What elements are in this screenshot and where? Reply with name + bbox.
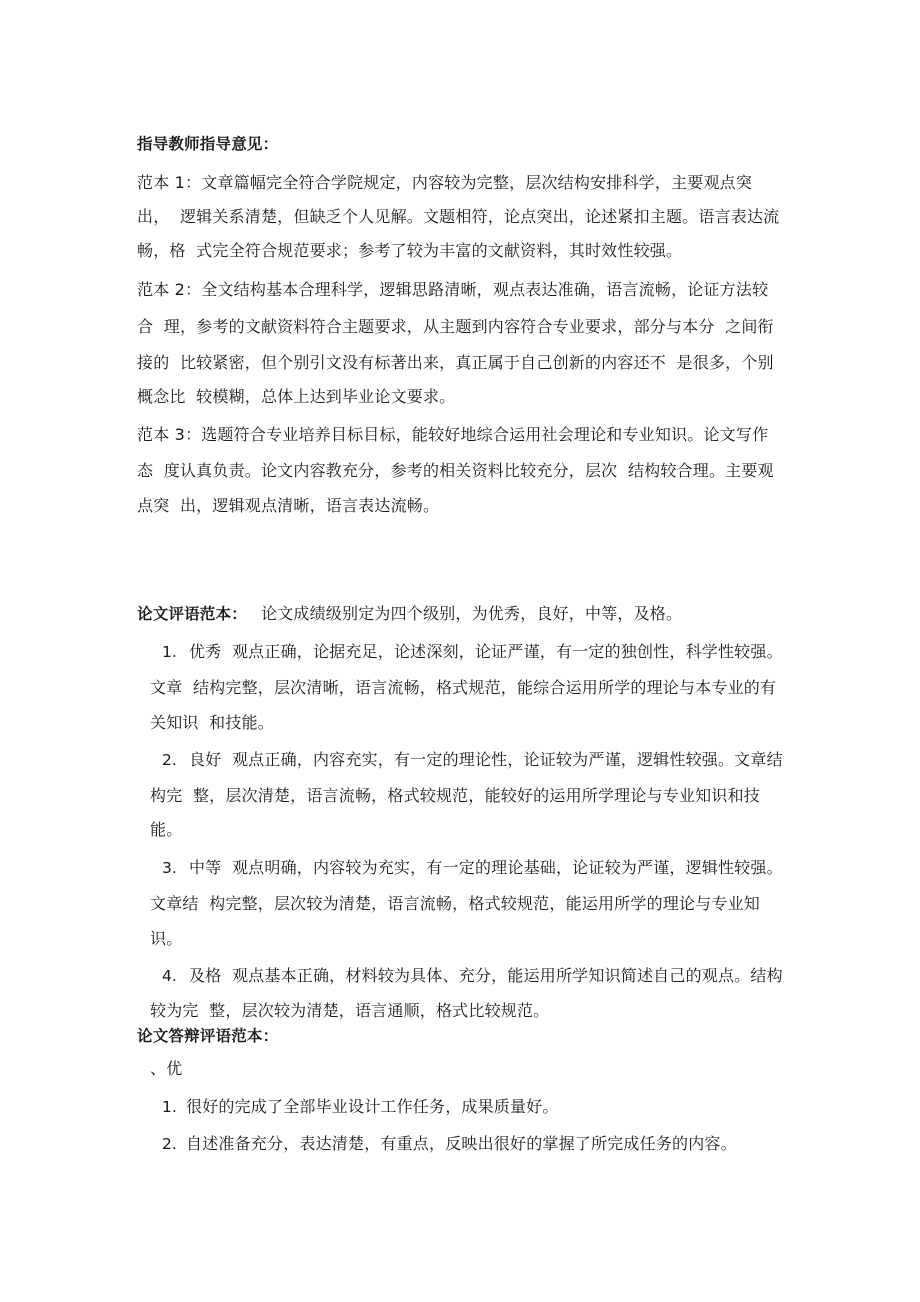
grading-heading: 论文评语范本： (137, 605, 247, 623)
sample1-line: 出， 逻辑关系清楚，但缺乏个人见解。文题相符，论点突出，论述紧扣主题。语言表达流 (137, 207, 780, 226)
sample2-line: 概念比 较模糊，总体上达到毕业论文要求。 (137, 387, 456, 406)
sample2-line: 合 理，参考的文献资料符合主题要求，从主题到内容符合专业要求，部分与本分 之间衔 (137, 317, 774, 336)
defense-subheading: 、优 (150, 1059, 183, 1078)
sample2-line: 范本 2：全文结构基本合理科学，逻辑思路清晰，观点表达准确，语言流畅，论证方法较 (137, 280, 769, 299)
list-number: 4. (162, 967, 177, 985)
list-number: 2. (162, 751, 177, 769)
list-number: 3. (162, 859, 177, 877)
grading-item-line: 能。 (150, 820, 183, 839)
grading-item-line: 文章结 构完整，层次较为清楚，语言流畅，格式较规范，能运用所学的理论与专业知 (150, 894, 760, 913)
sample3-line: 态 度认真负责。论文内容教充分，参考的相关资料比较充分，层次 结构较合理。主要观 (137, 461, 774, 480)
grading-item-line: 构完 整，层次清楚，语言流畅，格式较规范，能较好的运用所学理论与专业知识和技 (150, 786, 760, 805)
grading-item-line: 优秀 观点正确，论据充足，论述深刻，论证严谨，有一定的独创性，科学性较强。 (189, 642, 783, 661)
grading-intro: 论文成绩级别定为四个级别，为优秀，良好，中等，及格。 (261, 604, 683, 623)
list-number: 1. (162, 1098, 177, 1116)
sample3-line: 范本 3：选题符合专业培养目标目标，能较好地综合运用社会理论和专业知识。论文写作 (137, 425, 769, 444)
grading-item-line: 较为完 整，层次较为清楚，语言通顺，格式比较规范。 (150, 1001, 550, 1020)
sample2-line: 接的 比较紧密，但个别引文没有标著出来，真正属于自己创新的内容还不 是很多，个别 (137, 353, 774, 372)
grading-item-line: 良好 观点正确，内容充实，有一定的理论性，论证较为严谨，逻辑性较强。文章结 (189, 750, 783, 769)
grading-item-line: 识。 (150, 929, 183, 948)
advisor-heading: 指导教师指导意见： (137, 135, 279, 153)
sample1-line: 畅，格 式完全符合规范要求；参考了较为丰富的文献资料，其时效性较强。 (137, 241, 683, 260)
grading-item-line: 关知识 和技能。 (150, 713, 274, 732)
defense-item: 自述准备充分，表达清楚，有重点，反映出很好的掌握了所完成任务的内容。 (186, 1134, 737, 1153)
list-number: 1. (162, 643, 177, 661)
defense-item: 很好的完成了全部毕业设计工作任务，成果质量好。 (186, 1097, 559, 1116)
grading-item-line: 中等 观点明确，内容较为充实，有一定的理论基础，论证较为严谨，逻辑性较强。 (189, 858, 783, 877)
grading-item-line: 文章 结构完整，层次清晰，语言流畅，格式规范，能综合运用所学的理论与本专业的有 (150, 678, 777, 697)
grading-item-line: 及格 观点基本正确，材料较为具体、充分，能运用所学知识简述自己的观点。结构 (189, 966, 783, 985)
sample3-line: 点突 出，逻辑观点清晰，语言表达流畅。 (137, 496, 440, 515)
sample1-line: 范本 1：文章篇幅完全符合学院规定，内容较为完整，层次结构安排科学，主要观点突 (137, 173, 753, 192)
defense-heading: 论文答辩评语范本： (137, 1027, 279, 1045)
list-number: 2. (162, 1135, 177, 1153)
